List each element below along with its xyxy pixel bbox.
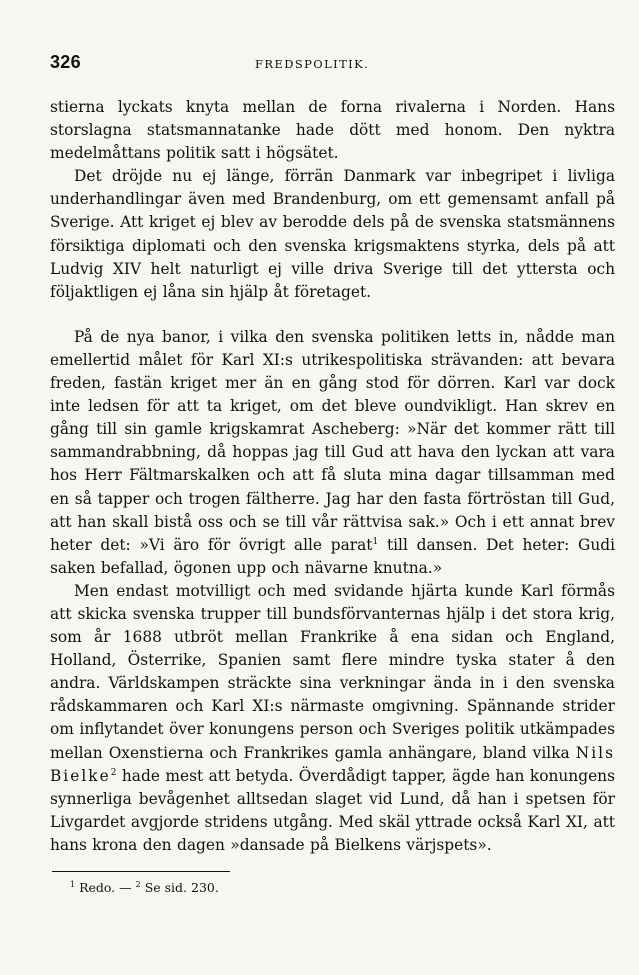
footnote-divider xyxy=(52,871,230,872)
paragraph-3 xyxy=(50,326,615,580)
footnote-ref-1: 1 xyxy=(372,536,379,547)
page-header xyxy=(50,42,615,76)
body-text xyxy=(50,96,615,857)
footnote-2-text: Se sid. 230. xyxy=(140,880,219,895)
paragraph-2: Det dröjde nu ej länge, förrän Danmark var inbegripet i livliga underhandlingar även med Brandenburg, om ett gemensamt anfall på Sverige. Att kriget ej blev av berodde dels på de svenska statsmännens försiktiga diplomati och den svenska krigsmaktens styrka, dels på att Ludvig XIV helt naturligt ej ville driva Sverige till det yttersta och följaktligen ej låna sin hjälp åt företaget. xyxy=(50,167,615,301)
footnotes xyxy=(70,880,615,895)
running-head: FREDSPOLITIK. xyxy=(255,57,370,71)
page-number: 326 xyxy=(50,52,81,72)
footnote-marker-1: 1 xyxy=(70,880,76,889)
footnote-1-text: Redo. xyxy=(75,880,116,895)
paragraph-3-text: På de nya banor, i vilka den svenska politiken letts in, nådde man emellertid målet för Karl XI:s utrikespolitiska strävanden: att bevara freden, fastän kriget mer än en gång stod för dörren. Karl var dock inte ledsen för att ta kriget, om det bleve oundvikligt. Han skrev en gång till sin gamle krigskamrat Ascheberg: »När det kommer rätt till sammandrabbning, då hoppas jag till Gud att hava den lyckan att vara hos Herr Fältmarskalken och att få sluta mina dagar tillsamman med en så tapper och trogen fältherre. Jag har den fasta förtröstan till Gud, att han skall bistå oss och se till vår rättvisa sak.» Och i ett annat brev heter det: »Vi äro för övrigt alle parat xyxy=(50,327,615,554)
person-name-spaced: Nils Bielke xyxy=(50,743,615,785)
book-page xyxy=(50,42,615,895)
paragraph-4-text: Men endast motvilligt och med svidande hjärta kunde Karl förmås att skicka svenska trupper till bundsförvanternas hjälp i det stora krig, som år 1688 utbröt mellan Frankrike å ena sidan och England, Holland, Österrike, Spanien samt flere mindre tyska stater å den andra. Världskampen sträckte sina verkningar ända in i den svenska rådskammaren och Karl XI:s närmaste omgivning. Spännande strider om inflytandet över konungens person och Sveriges politik utkämpades mellan Oxenstierna och Frankrikes gamla anhängare, bland vilka xyxy=(50,581,615,762)
footnote-separator: — xyxy=(115,880,136,895)
paragraph-4-text-continued: hade mest att betyda. Överdådigt tapper, ägde han konungens synnerliga bevågenhet alltsedan slaget vid Lund, då han i spetsen för Livgardet avgjorde stridens utgång. Med skäl yttrade också Karl XI, att hans krona den dagen »dansade på Bielkens värjspets». xyxy=(50,766,615,854)
paragraph-4 xyxy=(50,580,615,857)
paragraph-1: stierna lyckats knyta mellan de forna rivalerna i Norden. Hans storslagna statsmannatanke hade dött med honom. Den nyktra medelmåttans politik satt i högsätet. xyxy=(50,98,615,163)
footnote-ref-2: 2 xyxy=(110,767,117,778)
footnote-marker-2: 2 xyxy=(135,880,141,889)
paragraph-3-text-continued: till dansen. Det heter: Gudi saken befallad, ögonen upp och nävarne knutna.» xyxy=(50,535,616,577)
